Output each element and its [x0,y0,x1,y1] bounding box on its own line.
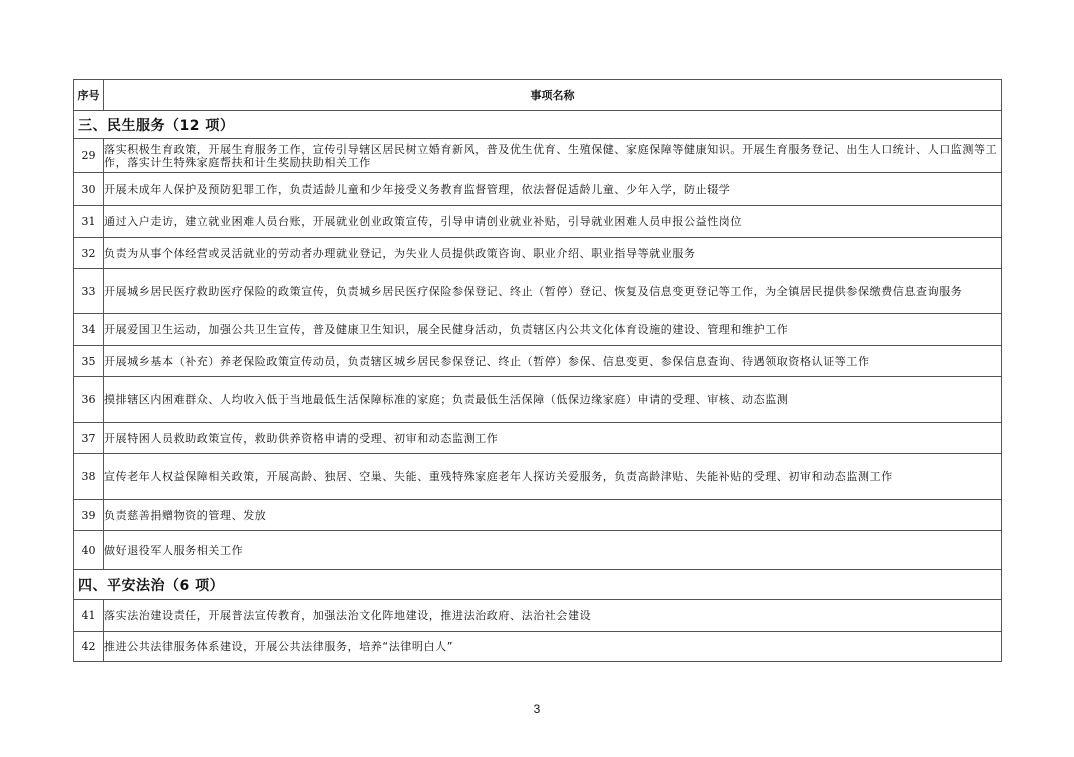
row-number: 35 [74,346,104,377]
row-number: 40 [74,531,104,570]
row-text: 开展城乡居民医疗救助医疗保险的政策宣传，负责城乡居民医疗保险参保登记、终止（暂停）登记、恢复及信息变更登记等工作，为全镇居民提供参保缴费信息查询服务 [104,269,1002,314]
table-row [74,269,1002,314]
header-matter-name: 事项名称 [104,80,1002,111]
section-heading-row [74,111,1002,139]
table-row [74,423,1002,454]
table-row [74,454,1002,500]
row-text: 开展爱国卫生运动，加强公共卫生宣传，普及健康卫生知识，展全民健身活动，负责辖区内公共文化体育设施的建设、管理和维护工作 [104,314,1002,346]
row-number: 32 [74,238,104,269]
row-text: 推进公共法律服务体系建设，开展公共法律服务，培养“法律明白人” [104,632,1002,662]
row-text: 开展未成年人保护及预防犯罪工作，负责适龄儿童和少年接受义务教育监督管理，依法督促适龄儿童、少年入学，防止辍学 [104,173,1002,206]
table-row [74,206,1002,238]
matters-table [73,79,1002,662]
row-text: 负责为从事个体经营或灵活就业的劳动者办理就业登记，为失业人员提供政策咨询、职业介绍、职业指导等就业服务 [104,238,1002,269]
row-text: 通过入户走访，建立就业困难人员台账，开展就业创业政策宣传，引导申请创业就业补贴，引导就业困难人员申报公益性岗位 [104,206,1002,238]
section-title: 四、平安法治（6 项） [74,570,1002,600]
row-text: 落实法治建设责任，开展普法宣传教育，加强法治文化阵地建设，推进法治政府、法治社会建设 [104,600,1002,632]
row-text: 做好退役军人服务相关工作 [104,531,1002,570]
row-text: 摸排辖区内困难群众、人均收入低于当地最低生活保障标准的家庭；负责最低生活保障（低保边缘家庭）申请的受理、审核、动态监测 [104,377,1002,423]
table-header-row [74,80,1002,111]
table-row [74,346,1002,377]
table-row [74,632,1002,662]
row-number: 36 [74,377,104,423]
row-text: 负责慈善捐赠物资的管理、发放 [104,500,1002,531]
row-number: 41 [74,600,104,632]
table-row [74,377,1002,423]
table-row [74,238,1002,269]
section-heading-row [74,570,1002,600]
table-row [74,314,1002,346]
row-number: 30 [74,173,104,206]
header-number: 序号 [74,80,104,111]
row-number: 42 [74,632,104,662]
row-number: 39 [74,500,104,531]
row-text: 开展特困人员救助政策宣传，救助供养资格申请的受理、初审和动态监测工作 [104,423,1002,454]
row-number: 31 [74,206,104,238]
page-number: 3 [533,702,541,716]
row-number: 29 [74,139,104,173]
table-row [74,173,1002,206]
table-row [74,600,1002,632]
table-row [74,531,1002,570]
row-number: 33 [74,269,104,314]
row-text: 宣传老年人权益保障相关政策，开展高龄、独居、空巢、失能、重残特殊家庭老年人探访关爱服务，负责高龄津贴、失能补贴的受理、初审和动态监测工作 [104,454,1002,500]
row-number: 34 [74,314,104,346]
table-row [74,500,1002,531]
row-number: 38 [74,454,104,500]
row-number: 37 [74,423,104,454]
table-row [74,139,1002,173]
section-title: 三、民生服务（12 项） [74,111,1002,139]
row-text: 开展城乡基本（补充）养老保险政策宣传动员，负责辖区城乡居民参保登记、终止（暂停）参保、信息变更、参保信息查询、待遇领取资格认证等工作 [104,346,1002,377]
row-text: 落实积极生育政策，开展生育服务工作，宣传引导辖区居民树立婚育新风，普及优生优育、生殖保健、家庭保障等健康知识。开展生育服务登记、出生人口统计、人口监测等工作，落实计生特殊家庭帮扶和计生奖励扶助相关工作 [104,139,1002,173]
